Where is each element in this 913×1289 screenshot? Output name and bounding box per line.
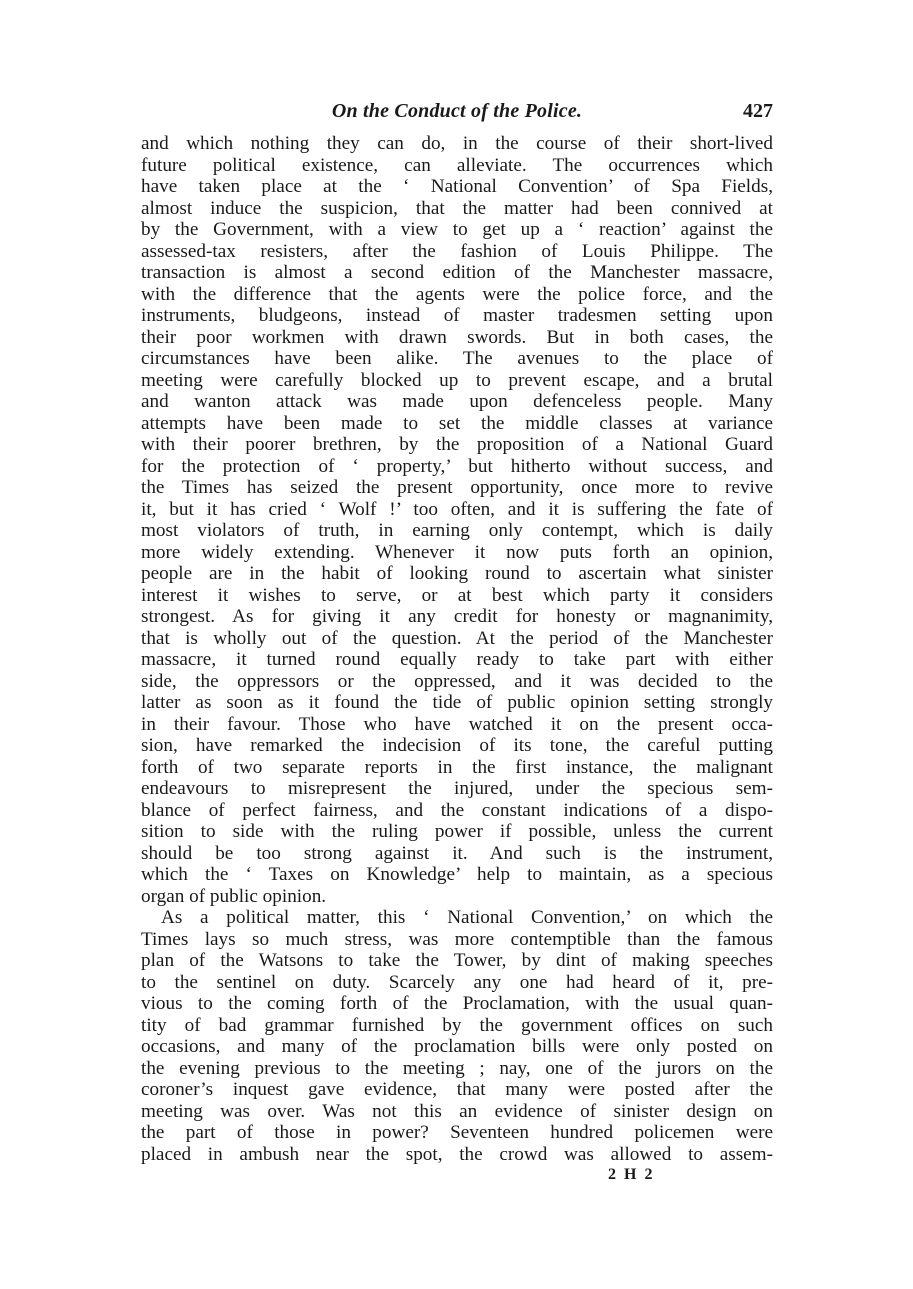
text-line: assessed-tax resisters, after the fashion of Louis Philippe. The: [141, 240, 773, 262]
text-line: sition to side with the ruling power if possible, unless the current: [141, 821, 773, 842]
text-line: Times lays so much stress, was more contemptible than the famous: [141, 928, 773, 950]
text-line-paragraph-end: organ of public opinion.: [141, 885, 327, 907]
text-line: and wanton attack was made upon defenceless people. Many: [141, 391, 773, 412]
text-line: latter as soon as it found the tide of public opinion setting strongly: [141, 692, 773, 713]
text-line: future political existence, can alleviate. The occurrences which: [141, 154, 773, 176]
text-line: and which nothing they can do, in the course of their short-lived: [141, 133, 773, 154]
text-line: occasions, and many of the proclamation bills were only posted on: [141, 1036, 773, 1057]
text-line: forth of two separate reports in the first instance, the malignant: [141, 756, 773, 778]
text-line: with their poorer brethren, by the proposition of a National Guard: [141, 434, 773, 455]
text-line: blance of perfect fairness, and the constant indications of a dispo-: [141, 799, 773, 821]
text-line: that is wholly out of the question. At the period of the Manchester: [141, 627, 773, 649]
text-line: transaction is almost a second edition of the Manchester massacre,: [141, 262, 773, 283]
text-line: their poor workmen with drawn swords. But in both cases, the: [141, 326, 773, 348]
text-line: circumstances have been alike. The avenues to the place of: [141, 348, 773, 369]
text-line: with the difference that the agents were the police force, and the: [141, 283, 773, 305]
text-line: strongest. As for giving it any credit for honesty or magnanimity,: [141, 606, 773, 627]
signature-mark: 2 H 2: [608, 1166, 655, 1183]
text-line: people are in the habit of looking round to ascertain what sinister: [141, 563, 773, 584]
text-line: in their favour. Those who have watched it on the present occa-: [141, 713, 773, 735]
page-header: [141, 100, 773, 126]
text-line: the evening previous to the meeting ; nay, one of the jurors on the: [141, 1057, 773, 1079]
text-line: sion, have remarked the indecision of its tone, the careful putting: [141, 735, 773, 756]
text-line: have taken place at the ‘ National Convention’ of Spa Fields,: [141, 176, 773, 197]
text-line: tity of bad grammar furnished by the government offices on such: [141, 1014, 773, 1036]
text-line: almost induce the suspicion, that the matter had been connived at: [141, 197, 773, 219]
text-line: by the Government, with a view to get up a ‘ reaction’ against the: [141, 219, 773, 240]
text-line: for the protection of ‘ property,’ but hitherto without success, and: [141, 455, 773, 477]
text-line: meeting were carefully blocked up to prevent escape, and a brutal: [141, 369, 773, 391]
running-title: On the Conduct of the Police.: [331, 100, 583, 122]
text-line: the part of those in power? Seventeen hundred policemen were: [141, 1122, 773, 1143]
page-number: 427: [743, 100, 773, 122]
text-line: more widely extending. Whenever it now puts forth an opinion,: [141, 541, 773, 563]
text-line: it, but it has cried ‘ Wolf !’ too often, and it is suffering the fate of: [141, 498, 773, 520]
text-line: interest it wishes to serve, or at best which party it considers: [141, 584, 773, 606]
text-line-paragraph-start: As a political matter, this ‘ National Convention,’ on which the: [161, 907, 773, 928]
text-line: the Times has seized the present opportunity, once more to revive: [141, 477, 773, 498]
text-line: instruments, bludgeons, instead of master tradesmen setting upon: [141, 305, 773, 326]
text-line: coroner’s inquest gave evidence, that many were posted after the: [141, 1079, 773, 1100]
text-line: should be too strong against it. And such is the instrument,: [141, 842, 773, 864]
text-line: most violators of truth, in earning only contempt, which is daily: [141, 520, 773, 541]
text-line: side, the oppressors or the oppressed, and it was decided to the: [141, 670, 773, 692]
text-line: attempts have been made to set the middle classes at variance: [141, 412, 773, 434]
text-line: vious to the coming forth of the Proclamation, with the usual quan-: [141, 993, 773, 1014]
text-line: meeting was over. Was not this an evidence of sinister design on: [141, 1100, 773, 1122]
text-line: endeavours to misrepresent the injured, under the specious sem-: [141, 778, 773, 799]
text-line: massacre, it turned round equally ready to take part with either: [141, 649, 773, 670]
body-text: [141, 133, 773, 1165]
text-line: placed in ambush near the spot, the crowd was allowed to assem-: [141, 1143, 773, 1165]
text-line: which the ‘ Taxes on Knowledge’ help to maintain, as a specious: [141, 864, 773, 885]
text-line: plan of the Watsons to take the Tower, by dint of making speeches: [141, 950, 773, 971]
text-line: to the sentinel on duty. Scarcely any one had heard of it, pre-: [141, 971, 773, 993]
